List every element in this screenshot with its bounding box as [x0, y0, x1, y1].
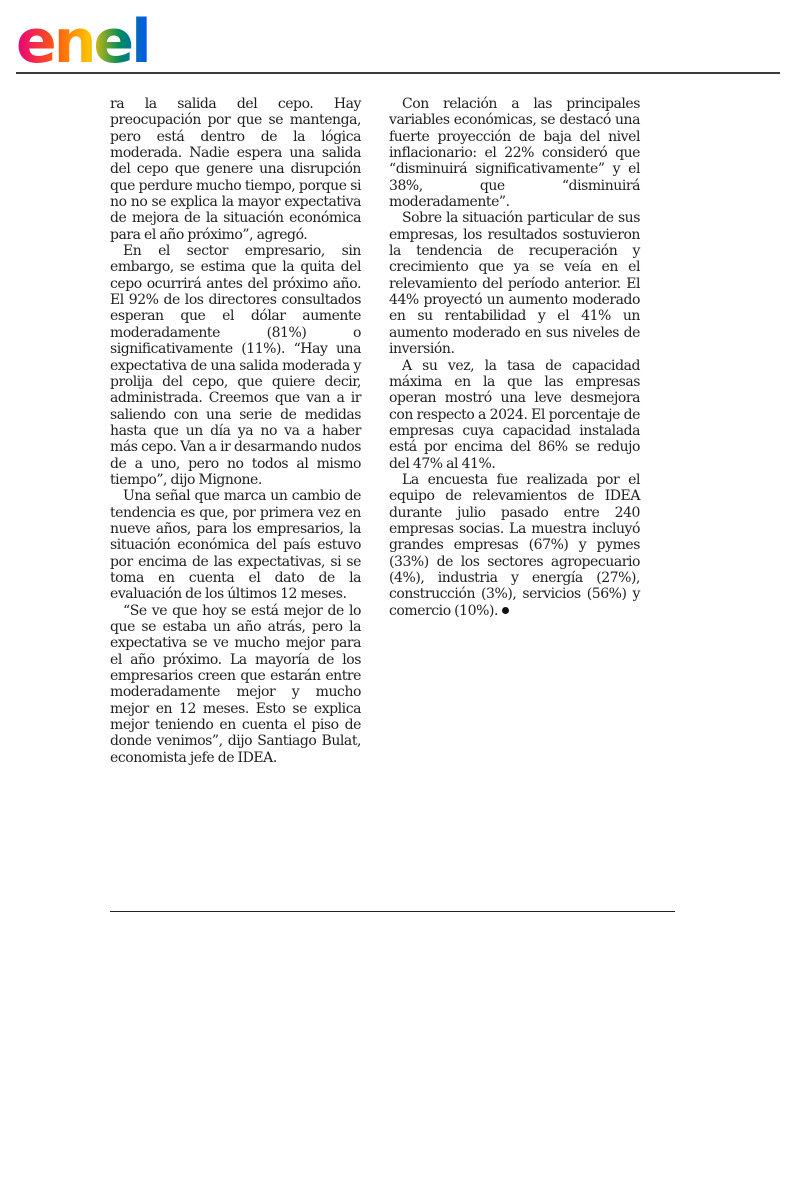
enel-logo: [16, 8, 181, 70]
paragraph-final: [389, 472, 640, 619]
paragraph: Una señal que marca un cambio de tendencia es que, por primera vez en nueve años, para los empresarios, la situación económica del país estuvo por encima de las expectativas, si se toma en cuenta el dato de la evaluación de los últimos 12 meses.: [110, 488, 361, 603]
paragraph: En el sector empresario, sin embargo, se estima que la quita del cepo ocurrirá antes del próximo año. El 92% de los directores consultados esperan que el dólar aumente moderadamente (81%) o significativamente (11%). “Hay una expectativa de una salida moderada y prolija del cepo, que quiere decir, administrada. Creemos que van a ir saliendo con una serie de medidas hasta que un día ya no va a haber más cepo. Van a ir desarmando nudos de a uno, pero no todos al mismo tiempo”, dijo Mignone.: [110, 243, 361, 488]
paragraph-text: La encuesta fue realizada por el equipo de relevamientos de IDEA durante julio pasado entre 240 empresas socias. La muestra incluyó grandes empresas (67%) y pymes (33%) de los sectores agropecuario (4%), industria y energía (27%), construcción (3%), servicios (56%) y comercio (10%).: [389, 471, 640, 619]
article-column-left: [110, 96, 361, 766]
paragraph: Con relación a las principales variables económicas, se destacó una fuerte proyección de baja del nivel inflacionario: el 22% consideró que “disminuirá significativamente” y el 38%, que “disminuirá moderadamente”.: [389, 96, 640, 211]
end-of-article-bullet-icon: [502, 607, 509, 614]
paragraph: ra la salida del cepo. Hay preocupación por que se mantenga, pero está dentro de la lógica moderada. Nadie espera una salida del cepo que genere una disrupción que perdure mucho tiempo, porque si no no se explica la mayor expectativa de mejora de la situación económica para el año próximo”, agregó.: [110, 96, 361, 243]
footer-divider: [110, 911, 675, 912]
paragraph: A su vez, la tasa de capacidad máxima en la que las empresas operan mostró una leve desmejora con respecto a 2024. El porcentaje de empresas cuya capacidad instalada está por encima del 86% se redujo del 47% al 41%.: [389, 357, 640, 472]
paragraph: “Se ve que hoy se está mejor de lo que se estaba un año atrás, pero la expectativa se ve mucho mejor para el año próximo. La mayoría de los empresarios creen que estarán entre moderadamente mejor y mucho mejor en 12 meses. Esto se explica mejor teniendo en cuenta el piso de donde venimos”, dijo Santiago Bulat, economista jefe de IDEA.: [110, 602, 361, 766]
header-divider: [16, 72, 780, 74]
logo-wordmark: enel: [16, 8, 149, 70]
paragraph: Sobre la situación particular de sus empresas, los resultados sostuvieron la tendencia de recuperación y crecimiento que ya se veía en el relevamiento del período anterior. El 44% proyectó un aumento moderado en su rentabilidad y el 41% un aumento moderado en sus niveles de inversión.: [389, 210, 640, 358]
article-column-right: [389, 96, 640, 619]
